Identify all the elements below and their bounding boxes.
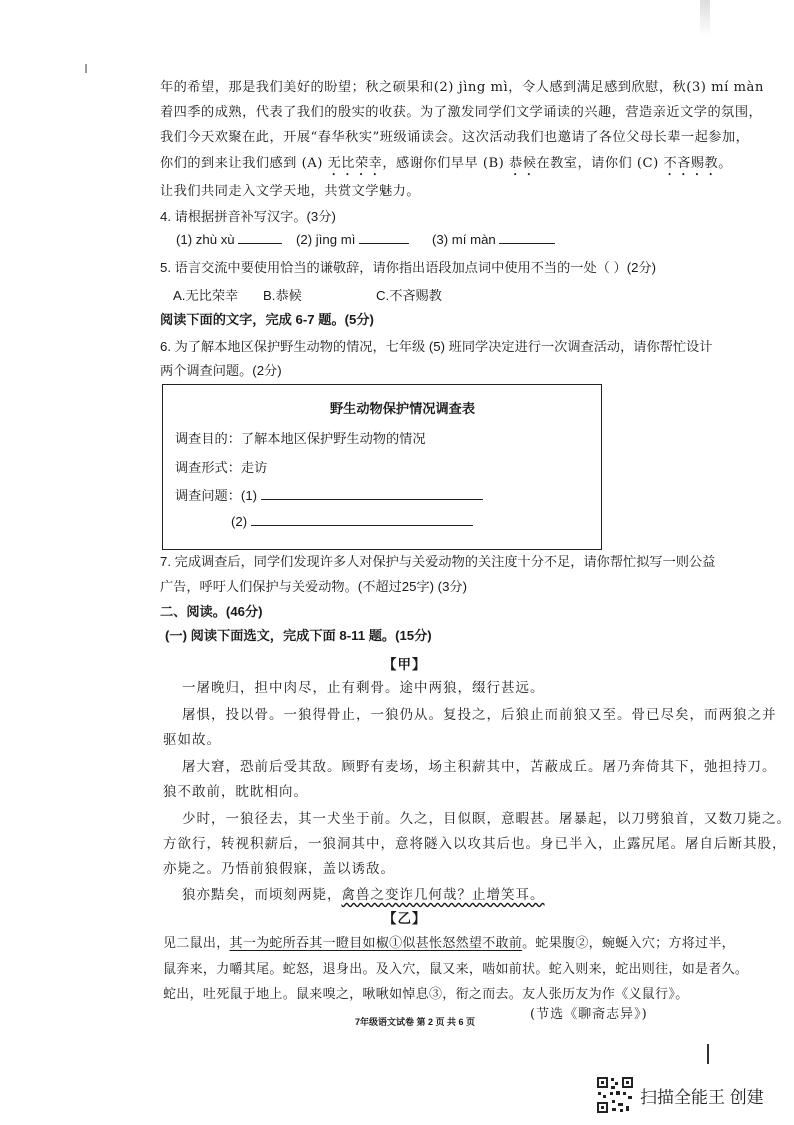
passage-yi-p2: 鼠奔来，力嚼其尾。蛇怒，退身出。及入穴，鼠又来，啮如前状。蛇入则来，蛇出则往，如是者久。 [163, 962, 749, 977]
q4-item-3 [432, 231, 555, 247]
passage-jia-p2b: 驱如故。 [163, 732, 221, 748]
answer-blank-2[interactable] [359, 231, 409, 244]
dotted-word-a: 无比荣幸 [327, 156, 383, 171]
passage-text: 。蛇果腹②，蜿蜒入穴；方将过半， [522, 936, 735, 951]
question-5-title: 5. 语言交流中要使用恰当的谦敬辞，请你指出语段加点词中使用不当的一处（ ）(2分) [160, 260, 657, 275]
survey-answer-blank-2[interactable] [251, 513, 473, 526]
intro-line-3: 我们今天欢聚在此，开展“春华秋实”班级诵读会。这次活动我们也邀请了各位父母长辈一起参加， [160, 130, 750, 145]
qr-code-icon [596, 1076, 634, 1114]
q5-option-b: B.恭候 [263, 288, 302, 303]
question-6-line-1: 6. 为了解本地区保护野生动物的情况，七年级 (5) 班同学决定进行一次调查活动，请你帮忙设计 [160, 339, 713, 354]
dotted-word-b: 恭候 [509, 156, 537, 171]
passage-jia-p3a: 屠大窘，恐前后受其敌。顾野有麦场，场主积薪其中，苫蔽成丘。屠乃奔倚其下，弛担持刀。 [182, 759, 777, 775]
survey-question-1 [175, 485, 483, 504]
passage-yi-p3: 蛇出，吐死鼠于地上。鼠来嗅之，啾啾如悼息③，衔之而去。友人张历友为作《义鼠行》。 [163, 987, 689, 1002]
dotted-word-c: 不吝赐教 [663, 156, 719, 171]
passage-jia-p5 [182, 883, 545, 903]
answer-blank-1[interactable] [238, 231, 282, 244]
intro-text: 在教室，请你们 (C) [536, 156, 664, 171]
q4-item-1 [176, 231, 282, 247]
pinyin-2: (2) jìng mì [296, 232, 356, 247]
survey-question-label: 调查问题：(1) [175, 488, 258, 503]
passage-yi-label: 【乙】 [383, 911, 427, 927]
passage-jia-p4b: 方欲行，转视积薪后，一狼洞其中，意将隧入以攻其后也。身已半入，止露尻尾。屠自后断其股， [163, 836, 787, 852]
passage-text: 狼亦黠矣，而顷刻两毙， [182, 887, 342, 903]
passage-jia-p4c: 亦毙之。乃悟前狼假寐，盖以诱敌。 [163, 861, 395, 877]
survey-form-box [162, 384, 602, 550]
underlined-sentence: 其一为蛇所吞其一瞪目如椒①似甚怅怒然望不敢前 [229, 936, 523, 951]
question-4-title: 4. 请根据拼音补写汉字。(3分) [160, 209, 336, 224]
survey-form: 调查形式：走访 [175, 460, 268, 475]
passage-jia-p3b: 狼不敢前，眈眈相向。 [163, 784, 308, 800]
part-2-1-heading: (一) 阅读下面选文，完成下面 8-11 题。(15分) [165, 628, 432, 643]
margin-mark [85, 64, 87, 73]
passage-text: 见二鼠出， [163, 936, 230, 951]
intro-line-2: 着四季的成熟，代表了我们的殷实的收获。为了激发同学们文学诵读的兴趣，营造亲近文学的氛围， [160, 105, 763, 120]
intro-line-1: 年的希望，那是我们美好的盼望；秋之硕果和(2) jìng mì，令人感到满足感到欣慰，秋(3) mí màn [160, 80, 764, 95]
question-6-line-2: 两个调查问题。(2分) [160, 363, 282, 378]
intro-text: ，感谢你们早早 (B) [382, 156, 510, 171]
margin-mark [707, 1044, 709, 1064]
scanner-watermark: 扫描全能王 创建 [640, 1088, 764, 1107]
intro-line-5: 让我们共同走入文学天地，共赏文学魅力。 [160, 184, 421, 199]
intro-text: 你们的到来让我们感到 (A) [160, 156, 328, 171]
q5-option-a: A.无比荣幸 [173, 288, 239, 303]
page-footer: 7年级语文试卷 第 2 页 共 6 页 [355, 1017, 476, 1027]
passage-jia-p4a: 少时，一狼径去，其一犬坐于前。久之，目似瞑，意暇甚。屠暴起，以刀劈狼首，又数刀毙之。 [182, 811, 791, 827]
survey-question-2 [231, 513, 473, 529]
intro-line-4 [160, 152, 732, 179]
passage-jia-label: 【甲】 [383, 657, 427, 673]
question-7-line-2: 广告，呼吁人们保护与关爱动物。(不超过25字) (3分) [160, 579, 467, 594]
passage-yi-p1 [163, 932, 735, 951]
q4-item-2 [296, 231, 409, 247]
scan-edge-mark [700, 0, 710, 36]
pinyin-1: (1) zhù xù [176, 232, 235, 247]
intro-text: 。 [718, 156, 732, 171]
answer-blank-3[interactable] [499, 231, 555, 244]
pinyin-3: (3) mí màn [432, 232, 496, 247]
question-7-line-1: 7. 完成调查后，同学们发现许多人对保护与关爱动物的关注度十分不足，请你帮忙拟写一则公益 [160, 554, 716, 569]
q5-option-c: C.不吝赐教 [376, 288, 442, 303]
wavy-underlined-sentence: 禽兽之变诈几何哉？止增笑耳。 [341, 887, 545, 903]
survey-answer-blank-1[interactable] [261, 487, 483, 500]
passage-jia-p2a: 屠惧，投以骨。一狼得骨止，一狼仍从。复投之，后狼止而前狼又至。骨已尽矣，而两狼之并 [182, 707, 777, 723]
passage-source: (节选《聊斋志异》) [530, 1007, 648, 1022]
passage-jia-p1: 一屠晚归，担中肉尽，止有剩骨。途中两狼，缀行甚远。 [182, 680, 545, 696]
survey-item-2-label: (2) [231, 514, 248, 529]
section-instruction: 阅读下面的文字，完成 6-7 题。(5分) [160, 312, 374, 327]
part-2-heading: 二、阅读。(46分) [160, 604, 263, 619]
survey-purpose: 调查目的：了解本地区保护野生动物的情况 [175, 431, 426, 446]
survey-title: 野生动物保护情况调查表 [330, 401, 476, 416]
